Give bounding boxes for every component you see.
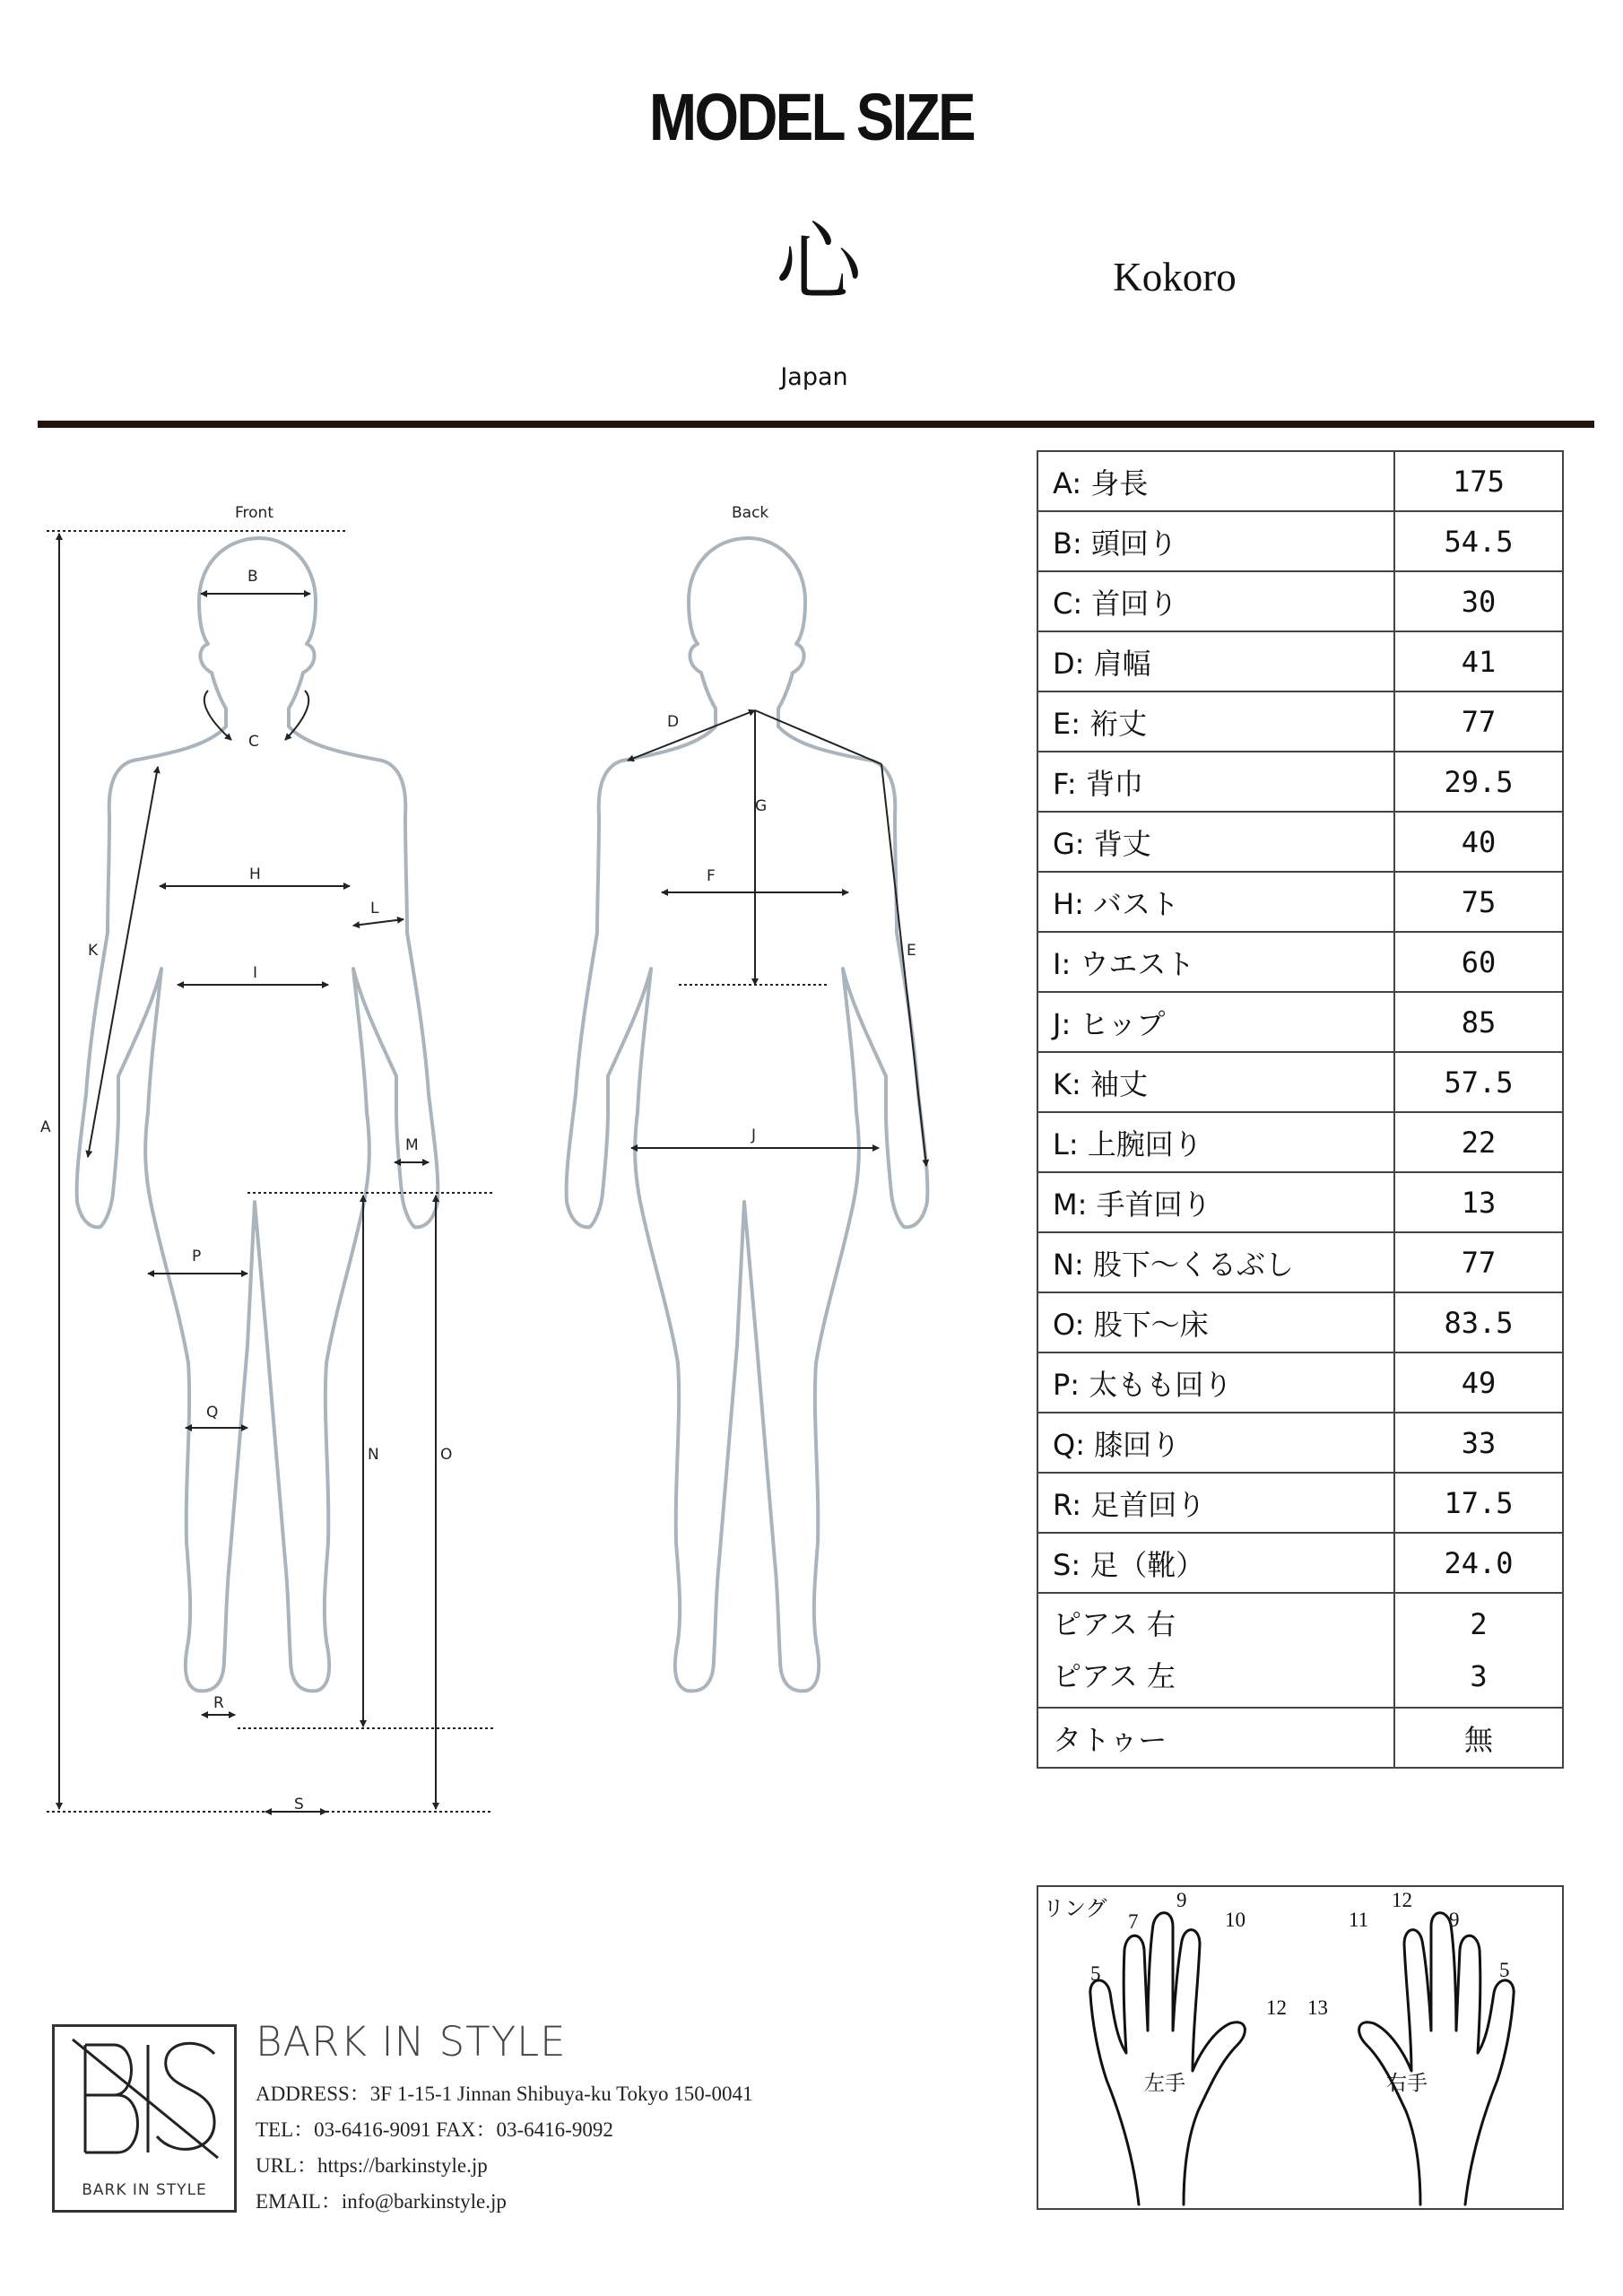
- left-index-size: 10: [1225, 1909, 1245, 1931]
- measurement-label: R: 足首回り: [1037, 1473, 1394, 1533]
- measurement-row: [1037, 1473, 1563, 1533]
- measurement-value: 83.5: [1394, 1292, 1563, 1352]
- right-ring-size: 9: [1449, 1909, 1460, 1931]
- measurement-label: O: 股下～床: [1037, 1292, 1394, 1352]
- right-pinky-size: 5: [1499, 1959, 1510, 1981]
- measurement-value: 57.5: [1394, 1052, 1563, 1112]
- piercing-right-label: ピアス 右: [1053, 1607, 1176, 1641]
- left-pinky-size: 5: [1090, 1962, 1101, 1985]
- marker-I: I: [253, 964, 258, 982]
- tattoo-label: タトゥー: [1037, 1708, 1394, 1768]
- back-body-outline: [567, 538, 928, 1691]
- model-name-kanji: 心: [776, 213, 862, 313]
- piercing-right-value: 2: [1470, 1607, 1488, 1641]
- marker-J: J: [751, 1126, 757, 1144]
- measurement-label: B: 頭回り: [1037, 511, 1394, 571]
- marker-S: S: [294, 1796, 304, 1813]
- measurement-row: [1037, 812, 1563, 872]
- measurement-value: 41: [1394, 631, 1563, 691]
- measurement-label: M: 手首回り: [1037, 1172, 1394, 1232]
- measurement-row: [1037, 691, 1563, 752]
- marker-N: N: [368, 1446, 379, 1464]
- measurement-label: E: 裄丈: [1037, 691, 1394, 752]
- footer-tel-fax: TEL：03-6416-9091 FAX：03-6416-9092: [256, 2118, 613, 2141]
- measurement-row: [1037, 1352, 1563, 1413]
- measurement-value: 75: [1394, 872, 1563, 932]
- measurement-label: A: 身長: [1037, 451, 1394, 511]
- measurement-value: 54.5: [1394, 511, 1563, 571]
- measurement-value: 49: [1394, 1352, 1563, 1413]
- measurement-label: S: 足（靴）: [1037, 1533, 1394, 1593]
- measurement-label: G: 背丈: [1037, 812, 1394, 872]
- piercing-row: [1037, 1593, 1563, 1708]
- right-thumb-size: 13: [1307, 1996, 1328, 2019]
- measurement-value: 17.5: [1394, 1473, 1563, 1533]
- measurement-row: [1037, 1112, 1563, 1172]
- measurement-label: D: 肩幅: [1037, 631, 1394, 691]
- measurement-label: F: 背巾: [1037, 752, 1394, 812]
- header-divider: [38, 421, 1594, 428]
- left-ring-size: 7: [1128, 1910, 1139, 1933]
- measurement-row: [1037, 1413, 1563, 1473]
- tattoo-value: 無: [1394, 1708, 1563, 1768]
- right-middle-size: 12: [1392, 1889, 1412, 1911]
- marker-P: P: [192, 1248, 202, 1265]
- measurement-value: 40: [1394, 812, 1563, 872]
- piercing-left-value: 3: [1470, 1659, 1488, 1693]
- model-country: Japan: [780, 363, 848, 391]
- measurement-label: P: 太もも回り: [1037, 1352, 1394, 1413]
- measurement-row: [1037, 451, 1563, 511]
- measurement-label: N: 股下～くるぶし: [1037, 1232, 1394, 1292]
- measurement-label: K: 袖丈: [1037, 1052, 1394, 1112]
- measurement-label: J: ヒップ: [1037, 992, 1394, 1052]
- model-name-romaji: Kokoro: [1113, 255, 1237, 300]
- brand-logo: [52, 2024, 237, 2213]
- marker-F: F: [707, 867, 716, 885]
- measurement-value: 175: [1394, 451, 1563, 511]
- right-hand-label: 右手: [1386, 2072, 1428, 2094]
- piercing-left-label: ピアス 左: [1053, 1659, 1176, 1693]
- measurement-value: 29.5: [1394, 752, 1563, 812]
- back-view-label: Back: [732, 504, 769, 522]
- marker-G: G: [755, 797, 768, 815]
- marker-L: L: [370, 900, 379, 918]
- measurement-label: H: バスト: [1037, 872, 1394, 932]
- measurement-label: C: 首回り: [1037, 571, 1394, 631]
- measurement-value: 77: [1394, 1232, 1563, 1292]
- measurement-row: [1037, 1172, 1563, 1232]
- marker-A: A: [40, 1118, 51, 1136]
- page-title: MODEL SIZE: [649, 80, 974, 154]
- measurement-value: 13: [1394, 1172, 1563, 1232]
- ring-size-panel: [1037, 1885, 1564, 2210]
- marker-M: M: [405, 1136, 419, 1154]
- measurement-row: [1037, 1052, 1563, 1112]
- measurement-label: L: 上腕回り: [1037, 1112, 1394, 1172]
- measurement-value: 77: [1394, 691, 1563, 752]
- marker-O: O: [440, 1446, 453, 1464]
- body-diagram: [0, 430, 1004, 1830]
- measurement-label: I: ウエスト: [1037, 932, 1394, 992]
- measurement-row: [1037, 992, 1563, 1052]
- footer-email[interactable]: EMAIL：info@barkinstyle.jp: [256, 2190, 507, 2213]
- measurement-value: 22: [1394, 1112, 1563, 1172]
- marker-K: K: [88, 942, 99, 960]
- right-hand-icon: [1359, 1913, 1515, 2205]
- left-middle-size: 9: [1176, 1889, 1187, 1911]
- left-hand-icon: [1090, 1913, 1245, 2205]
- measurement-row: [1037, 1292, 1563, 1352]
- footer-address: ADDRESS：3F 1-15-1 Jinnan Shibuya-ku Tokyo 150-0041: [256, 2083, 753, 2105]
- marker-B: B: [247, 568, 258, 586]
- left-thumb-size: 12: [1266, 1996, 1287, 2019]
- marker-E: E: [907, 942, 916, 960]
- marker-D: D: [667, 713, 680, 731]
- measurement-value: 24.0: [1394, 1533, 1563, 1593]
- measurement-value: 33: [1394, 1413, 1563, 1473]
- marker-C: C: [248, 733, 259, 751]
- front-view-label: Front: [235, 504, 273, 522]
- marker-Q: Q: [206, 1404, 219, 1422]
- measurement-row: [1037, 571, 1563, 631]
- measurement-value: 60: [1394, 932, 1563, 992]
- measurement-label: Q: 膝回り: [1037, 1413, 1394, 1473]
- ring-section-title: リング: [1043, 1896, 1107, 1921]
- measurement-row: [1037, 631, 1563, 691]
- measurement-value: 85: [1394, 992, 1563, 1052]
- measurement-row: [1037, 1232, 1563, 1292]
- left-hand-label: 左手: [1144, 2072, 1185, 2094]
- front-body-outline: [77, 538, 438, 1691]
- measurements-table: [1037, 450, 1564, 1769]
- right-index-size: 11: [1349, 1909, 1369, 1931]
- marker-R: R: [213, 1694, 224, 1712]
- measurement-row: [1037, 752, 1563, 812]
- measurement-row: [1037, 1533, 1563, 1593]
- marker-H: H: [249, 865, 261, 883]
- measurement-row: [1037, 511, 1563, 571]
- tattoo-row: [1037, 1708, 1563, 1768]
- measurement-row: [1037, 932, 1563, 992]
- logo-caption: BARK IN STYLE: [82, 2181, 207, 2199]
- brand-name: BARK IN STYLE: [256, 2018, 567, 2066]
- footer-url[interactable]: URL：https://barkinstyle.jp: [256, 2154, 488, 2177]
- measurement-value: 30: [1394, 571, 1563, 631]
- measurement-row: [1037, 872, 1563, 932]
